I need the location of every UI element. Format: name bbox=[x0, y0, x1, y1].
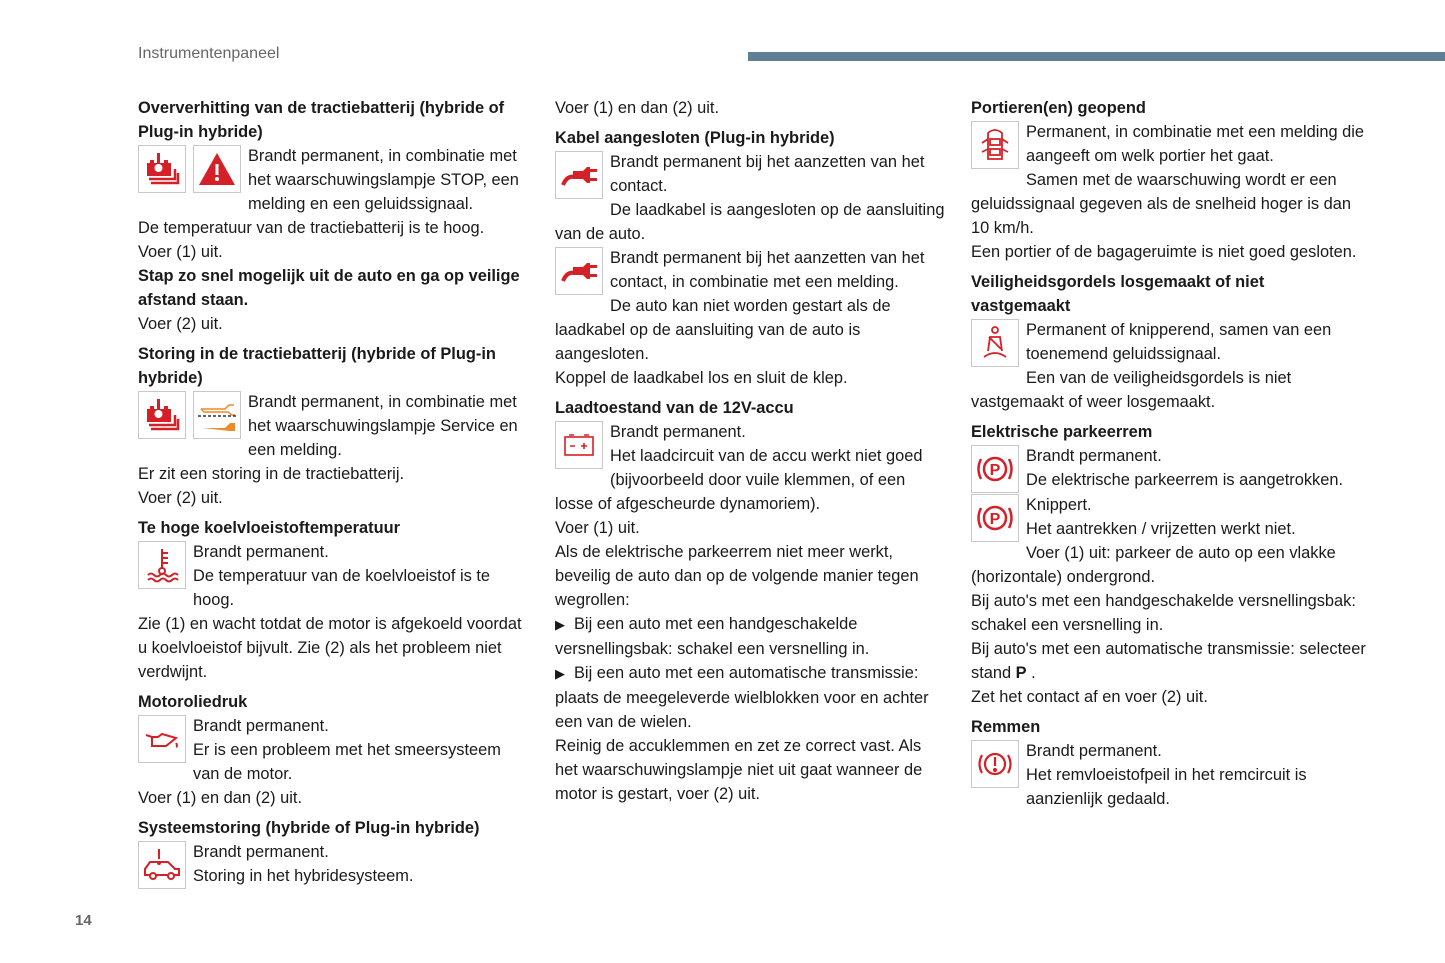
paragraph: Samen met de waarschuwing wordt er een geluidssignaal gegeven als de snelheid hoger is dan 10 km/h. bbox=[971, 171, 1351, 237]
warning-light-entry bbox=[138, 390, 530, 462]
description-line: Brandt permanent. bbox=[1026, 447, 1162, 465]
section-header: Instrumentenpaneel bbox=[138, 45, 280, 62]
section-heading: Storing in de tractiebatterij (hybride of Plug-in hybride) bbox=[138, 345, 496, 387]
description-line: Knippert. bbox=[1026, 496, 1092, 514]
warning-light-entry bbox=[138, 840, 530, 888]
description-line: Permanent of knipperend, samen van een toenemend geluidssignaal. bbox=[1026, 321, 1332, 363]
warning-light-entry bbox=[971, 739, 1366, 811]
seatbelt-icon bbox=[971, 319, 1019, 367]
paragraph: De temperatuur van de tractiebatterij is te hoog. bbox=[138, 219, 485, 237]
warning-text: Stap zo snel mogelijk uit de auto en ga op veilige afstand staan. bbox=[138, 267, 520, 309]
description-line: Het laadcircuit van de accu werkt niet goed (bijvoorbeeld door vuile klemmen, of een losse of afgescheurde dynamoriem). bbox=[555, 447, 923, 513]
paragraph: De auto kan niet worden gestart als de laadkabel op de aansluiting van de auto is aangesloten. bbox=[555, 297, 891, 363]
warning-light-entry bbox=[555, 246, 947, 294]
paragraph: Zie (1) en wacht totdat de motor is afgekoeld voordat u koelvloeistof bijvult. Zie (2) als het probleem niet verdwijnt. bbox=[138, 615, 522, 681]
paragraph: Voer (1) en dan (2) uit. bbox=[555, 99, 719, 117]
description-line: Brandt permanent, in combinatie met het waarschuwingslampje Service en een melding. bbox=[248, 393, 518, 459]
column-1 bbox=[138, 96, 530, 889]
svg-text:P: P bbox=[989, 511, 1001, 528]
description-line: De temperatuur van de koelvloeistof is te hoog. bbox=[193, 567, 491, 609]
brake-warning-icon bbox=[971, 740, 1019, 788]
paragraph bbox=[971, 637, 1366, 685]
paragraph: Voer (1) uit: parkeer de auto op een vlakke (horizontale) ondergrond. bbox=[971, 544, 1336, 586]
description-line: Er is een probleem met het smeersysteem van de motor. bbox=[193, 741, 501, 783]
oil-pressure-icon bbox=[138, 715, 186, 763]
description-line: Brandt permanent, in combinatie met het waarschuwingslampje STOP, een melding en een geluidssignaal. bbox=[248, 147, 519, 213]
warning-light-entry bbox=[138, 540, 530, 612]
description-line: Brandt permanent. bbox=[1026, 742, 1162, 760]
warning-light-entry bbox=[971, 318, 1366, 366]
paragraph-part: Bij auto's met een automatische transmissie: selecteer stand bbox=[971, 640, 1366, 682]
svg-text:P: P bbox=[989, 462, 1001, 479]
description-line: De elektrische parkeerrem is aangetrokken. bbox=[1026, 471, 1344, 489]
description-line: Het aantrekken / vrijzetten werkt niet. bbox=[1026, 520, 1296, 538]
bullet-item: ▶ Bij een auto met een automatische transmissie: plaats de meegeleverde wielblokken voor en achter een van de wielen. bbox=[555, 661, 947, 734]
section-heading: Systeemstoring (hybride of Plug-in hybride) bbox=[138, 819, 480, 837]
door-open-icon bbox=[971, 121, 1019, 169]
paragraph: Een portier of de bagageruimte is niet goed gesloten. bbox=[971, 243, 1357, 261]
warning-light-entry bbox=[138, 144, 530, 216]
battery-temperature-icon bbox=[138, 391, 186, 439]
warning-light-entry bbox=[971, 120, 1366, 168]
page-number: 14 bbox=[75, 912, 92, 929]
service-wrench-icon bbox=[193, 391, 241, 439]
paragraph: Als de elektrische parkeerrem niet meer werkt, beveilig de auto dan op de volgende manier tegen wegrollen: bbox=[555, 543, 919, 609]
paragraph: Voer (2) uit. bbox=[138, 489, 223, 507]
parking-brake-icon bbox=[971, 445, 1019, 493]
paragraph: Koppel de laadkabel los en sluit de klep. bbox=[555, 369, 848, 387]
description-line: Brandt permanent bij het aanzetten van het contact, in combinatie met een melding. bbox=[610, 249, 925, 291]
paragraph: Voer (1) en dan (2) uit. bbox=[138, 789, 302, 807]
warning-light-entry bbox=[971, 493, 1366, 541]
description-line: Permanent, in combinatie met een melding die aangeeft om welk portier het gaat. bbox=[1026, 123, 1365, 165]
section-heading: Kabel aangesloten (Plug-in hybride) bbox=[555, 129, 835, 147]
charging-plug-icon bbox=[555, 247, 603, 295]
paragraph: Voer (1) uit. bbox=[138, 243, 223, 261]
warning-light-entry bbox=[138, 714, 530, 786]
paragraph: De laadkabel is aangesloten op de aansluiting van de auto. bbox=[555, 201, 945, 243]
warning-light-entry bbox=[555, 420, 947, 516]
section-heading: Oververhitting van de tractiebatterij (hybride of Plug-in hybride) bbox=[138, 99, 505, 141]
paragraph: Bij auto's met een handgeschakelde versnellingsbak: schakel een versnelling in. bbox=[971, 592, 1356, 634]
header-bar bbox=[748, 52, 1445, 61]
paragraph-part: P bbox=[1015, 664, 1027, 682]
paragraph: Er zit een storing in de tractiebatterij. bbox=[138, 465, 405, 483]
paragraph: Zet het contact af en voer (2) uit. bbox=[971, 688, 1208, 706]
hybrid-system-fault-icon bbox=[138, 841, 186, 889]
paragraph: Een van de veiligheidsgordels is niet vastgemaakt of weer losgemaakt. bbox=[971, 369, 1292, 411]
description-line: Brandt permanent. bbox=[193, 717, 329, 735]
charging-plug-icon bbox=[555, 151, 603, 199]
description-line: Brandt permanent. bbox=[193, 843, 329, 861]
warning-triangle-icon bbox=[193, 145, 241, 193]
section-heading: Te hoge koelvloeistoftemperatuur bbox=[138, 519, 400, 537]
description-line: Brandt permanent. bbox=[193, 543, 329, 561]
description-line: Brandt permanent bij het aanzetten van het contact. bbox=[610, 153, 925, 195]
warning-light-entry bbox=[971, 444, 1366, 492]
bullet-item: ▶ Bij een auto met een handgeschakelde versnellingsbak: schakel een versnelling in. bbox=[555, 612, 947, 661]
warning-light-entry bbox=[555, 150, 947, 198]
coolant-temperature-icon bbox=[138, 541, 186, 589]
section-heading: Portieren(en) geopend bbox=[971, 99, 1146, 117]
paragraph: Reinig de accuklemmen en zet ze correct vast. Als het waarschuwingslampje niet uit gaat wanneer de motor is gestart, voer (2) uit. bbox=[555, 737, 923, 803]
section-heading: Elektrische parkeerrem bbox=[971, 423, 1153, 441]
section-heading: Veiligheidsgordels losgemaakt of niet vastgemaakt bbox=[971, 273, 1265, 315]
section-heading: Laadtoestand van de 12V-accu bbox=[555, 399, 794, 417]
column-3 bbox=[971, 96, 1366, 811]
paragraph-part: . bbox=[1026, 664, 1036, 682]
column-2 bbox=[555, 96, 947, 806]
parking-brake-icon bbox=[971, 494, 1019, 542]
description-line: Storing in het hybridesysteem. bbox=[193, 867, 414, 885]
battery-charge-icon bbox=[555, 421, 603, 469]
paragraph: Voer (2) uit. bbox=[138, 315, 223, 333]
description-line: Het remvloeistofpeil in het remcircuit is aanzienlijk gedaald. bbox=[1026, 766, 1307, 808]
paragraph: Voer (1) uit. bbox=[555, 519, 640, 537]
description-line: Brandt permanent. bbox=[610, 423, 746, 441]
section-heading: Remmen bbox=[971, 718, 1041, 736]
battery-temperature-icon bbox=[138, 145, 186, 193]
section-heading: Motoroliedruk bbox=[138, 693, 248, 711]
